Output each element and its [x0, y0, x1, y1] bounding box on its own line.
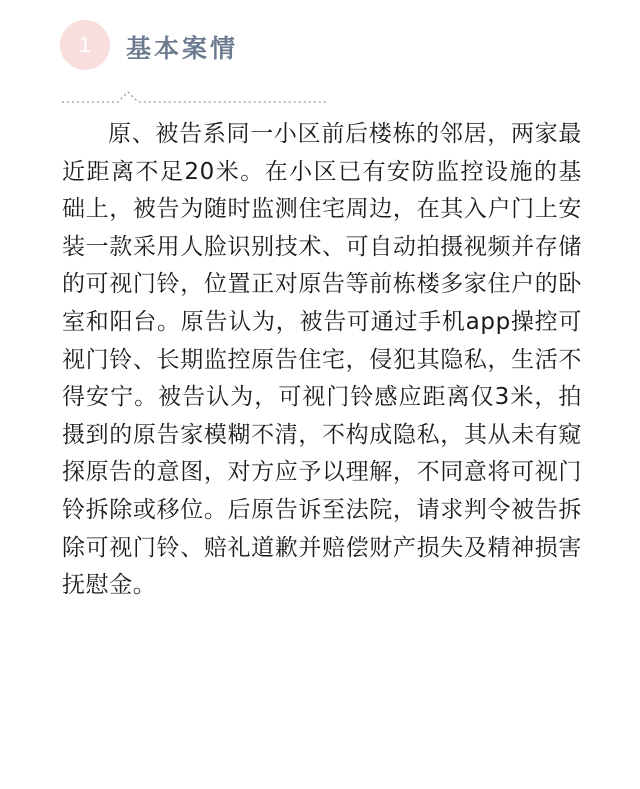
section-number-badge: 1 — [60, 20, 110, 70]
case-description-paragraph: 原、被告系同一小区前后楼栋的邻居，两家最近距离不足20米。在小区已有安防监控设施的基础上，被告为随时监测住宅周边，在其入户门上安装一款采用人脸识别技术、可自动拍摄视频并存储的可视门铃，位置正对原告等前栋楼多家住户的卧室和阳台。原告认为，被告可通过手机app操控可视门铃、长期监控原告住宅，侵犯其隐私，生活不得安宁。被告认为，可视门铃感应距离仅3米，拍摄到的原告家模糊不清，不构成隐私，其从未有窥探原告的意图，对方应予以理解，不同意将可视门铃拆除或移位。后原告诉至法院，请求判令被告拆除可视门铃、赔礼道歉并赔偿财产损失及精神损害抚慰金。 — [62, 121, 582, 599]
section-title: 基本案情 — [126, 34, 239, 63]
divider-line — [62, 92, 326, 102]
dotted-divider — [62, 82, 326, 104]
section-header — [60, 18, 460, 74]
